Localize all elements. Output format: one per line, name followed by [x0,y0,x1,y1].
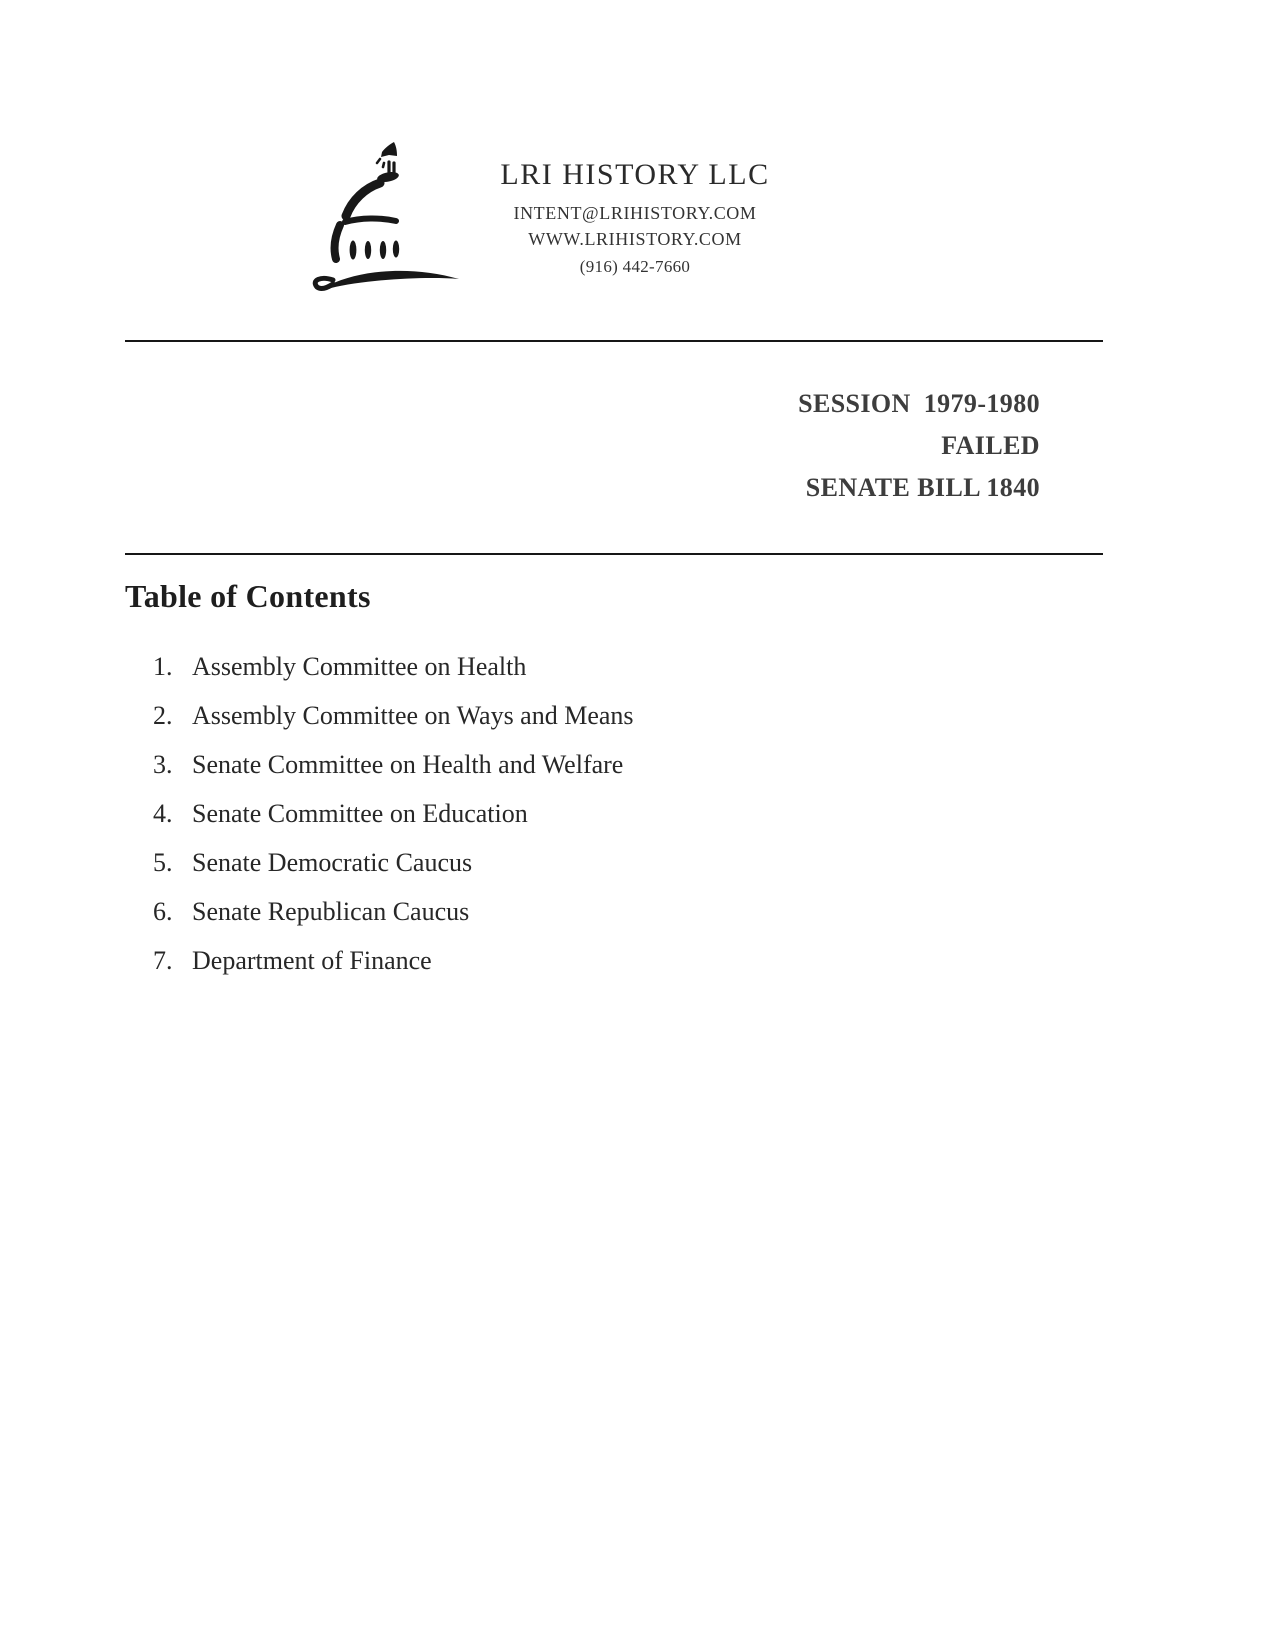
session-block [640,383,1040,509]
toc-item-label: Senate Committee on Health and Welfare [192,750,624,779]
company-email: INTENT@LRIHISTORY.COM [513,203,757,223]
toc-item-label: Senate Democratic Caucus [192,848,473,877]
toc-item [125,897,1025,927]
toc-item [125,799,1025,829]
flag-shape [381,142,397,157]
session-years: 1979-1980 [923,389,1040,418]
horizontal-rule-bottom [125,553,1103,555]
bill-status: FAILED [941,431,1040,460]
toc-item [125,848,1025,878]
toc-item-number: 2. [153,701,173,730]
toc-item-number: 5. [153,848,173,877]
session-label: SESSION [798,389,911,418]
toc-item-number: 6. [153,897,173,926]
session-line [640,383,1040,425]
capitol-dome-logo-icon [293,118,473,298]
toc-item [125,652,1025,682]
toc-item-number: 7. [153,946,173,975]
toc-heading: Table of Contents [125,578,371,614]
letterhead [455,156,815,282]
toc-item-label: Senate Committee on Education [192,799,528,828]
toc-item [125,701,1025,731]
company-name: LRI HISTORY LLC [500,158,770,191]
toc-item-label: Department of Finance [192,946,432,975]
toc-item-number: 3. [153,750,173,779]
toc-item-number: 1. [153,652,173,681]
toc-item-label: Assembly Committee on Health [192,652,527,681]
toc-item [125,946,1025,976]
horizontal-rule-top [125,340,1103,342]
company-phone: (916) 442-7660 [579,257,691,276]
toc-item-number: 4. [153,799,173,828]
toc-list [125,652,1025,995]
toc-item [125,750,1025,780]
toc-item-label: Assembly Committee on Ways and Means [192,701,634,730]
company-website: WWW.LRIHISTORY.COM [528,229,742,249]
toc-item-label: Senate Republican Caucus [192,897,470,926]
bill-number: SENATE BILL 1840 [805,473,1040,502]
